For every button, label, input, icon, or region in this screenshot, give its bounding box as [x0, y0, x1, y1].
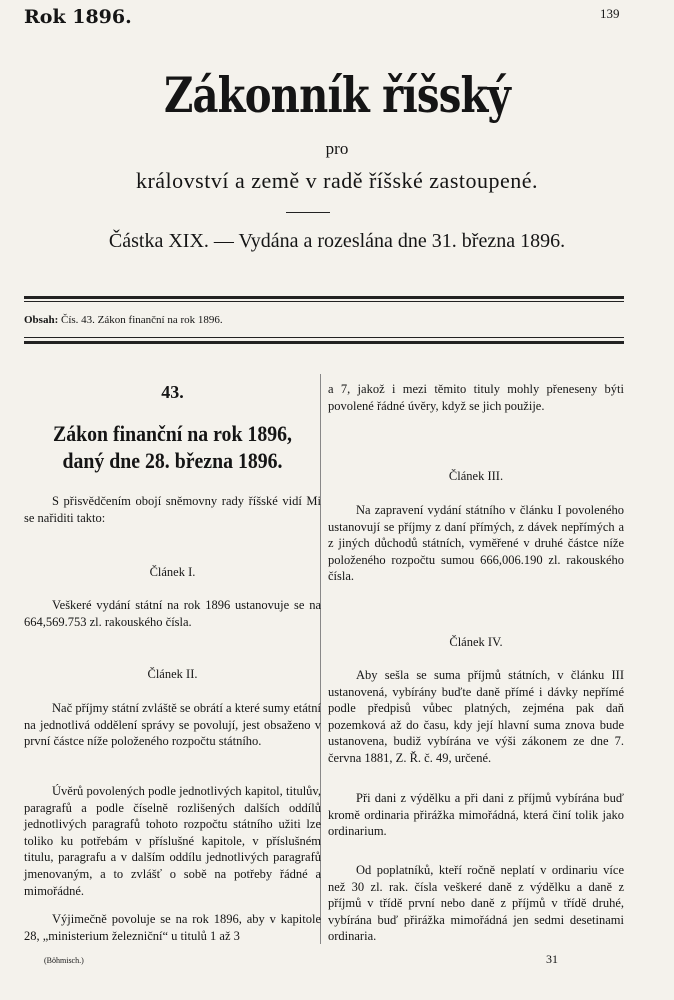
article-3-heading: Článek III. — [448, 469, 504, 483]
article-2-para-3 — [24, 911, 321, 944]
short-divider — [286, 212, 330, 213]
intro-paragraph — [24, 493, 321, 526]
rule-thin-top — [24, 301, 624, 302]
article-2-continuation — [328, 381, 624, 414]
law-title-line1: Zákon finanční na rok 1896, — [53, 421, 292, 446]
page-number: 139 — [600, 6, 620, 21]
article-2-paragraph-3-cont: a 7, jakož i mezi těmito tituly mohly přeneseny býti povolené řádné úvěry, když se jich použije. — [328, 382, 624, 413]
law-title — [39, 420, 306, 474]
article-2-paragraph-3: Výjimečně povoluje se na rok 1896, aby v kapitole 28, „ministerium železniční“ u titulů 1 až 3 — [24, 912, 321, 943]
article-4-paragraph-3: Od poplatníků, kteří ročně neplatí v ordinariu více než 30 zl. rak. čísla veškeré daně z výdělku a daně z příjmů v třídě první nebo daně z příjmů v třídě druhé, vybírána buď přirážka mimořádná jen sedmi desetinami ordinaria. — [328, 863, 624, 944]
article-2-heading: Článek II. — [147, 667, 198, 681]
article-1-text — [24, 597, 321, 630]
gazette-subtitle: království a země v radě říšské zastoupené. — [135, 168, 539, 193]
article-4-heading: Článek IV. — [449, 635, 503, 649]
article-1-heading: Článek I. — [149, 565, 196, 579]
article-2-para-2 — [24, 783, 321, 899]
article-4-paragraph-2: Při dani z výdělku a při dani z příjmů vybírána buď kromě ordinaria přirážka mimořádná, která činí tolik jako ordinarium. — [328, 791, 624, 839]
intro-text: S přisvědčením obojí sněmovny rady říšské vidí Mi se nařiditi takto: — [24, 494, 321, 525]
contents-line — [24, 314, 223, 326]
article-4-para-3 — [328, 862, 624, 945]
article-3-paragraph: Na zapravení vydání státního v článku I povoleného ustanovují se příjmy z daní přímých, z dávek nepřímých a z jiných důchodů státních, vyměřené v druhé částce níže položeného rozpočtu sumou 666,006.190 zl. rakouského čísla. — [328, 503, 624, 584]
article-4-para-2 — [328, 790, 624, 840]
article-3-text — [328, 502, 624, 585]
contents-text: Čís. 43. Zákon finanční na rok 1896. — [61, 314, 223, 326]
law-number: 43. — [161, 382, 184, 402]
article-4-paragraph-1: Aby sešla se suma příjmů státních, v článku III ustanovená, vybírány buďte daně přímé i dávky nepřímé podle předpisů vůbec platných, zejména pak daň pozemková až do času, kdy její hlavní suma znova bude ustanovena, budiž vybírána ve výši zákonem ze dne 7. června 1881, Z. Ř. č. 49, určené. — [328, 668, 624, 765]
rule-thick-bottom — [24, 341, 624, 344]
law-title-line2: daný dne 28. března 1896. — [62, 448, 283, 473]
gazette-pro: pro — [325, 139, 349, 158]
rule-thin-bottom — [24, 337, 624, 338]
footer-language: (Böhmisch.) — [44, 956, 84, 965]
article-4-para-1 — [328, 667, 624, 767]
issue-part: Částka XIX. — Vydána a rozeslána dne 31. března 1896. — [108, 230, 566, 252]
rule-thick-top — [24, 296, 624, 299]
article-2-paragraph-1: Nač příjmy státní zvláště se obrátí a které sumy etátní na jednotlivá oddělení správy se povolují, jest obsaženo v první částce níže položeného rozpočtu státního. — [24, 701, 321, 749]
article-2-para-1 — [24, 700, 321, 750]
contents-label: Obsah: — [24, 314, 59, 326]
footer-sheet-number: 31 — [546, 952, 558, 966]
year-header: Rok 1896. — [24, 6, 132, 28]
article-1-paragraph: Veškeré vydání státní na rok 1896 ustanovuje se na 664,569.753 zl. rakouského čísla. — [24, 598, 321, 629]
article-2-paragraph-2: Úvěrů povolených podle jednotlivých kapitol, titulův, paragrafů a podle číselně rozlišených dalších oddílů jednotlivých paragrafů tohoto rozpočtu státního užiti lze toliko ku potřebám v příslušné kapitole, v příslušném titulu, paragrafu a v dalším oddílu jednotlivých paragrafů jmenovaným, a to zvlášť o sobě na potřeby řádné a mimořádné. — [24, 784, 321, 898]
gazette-title: Zákonník říšský — [163, 66, 511, 124]
